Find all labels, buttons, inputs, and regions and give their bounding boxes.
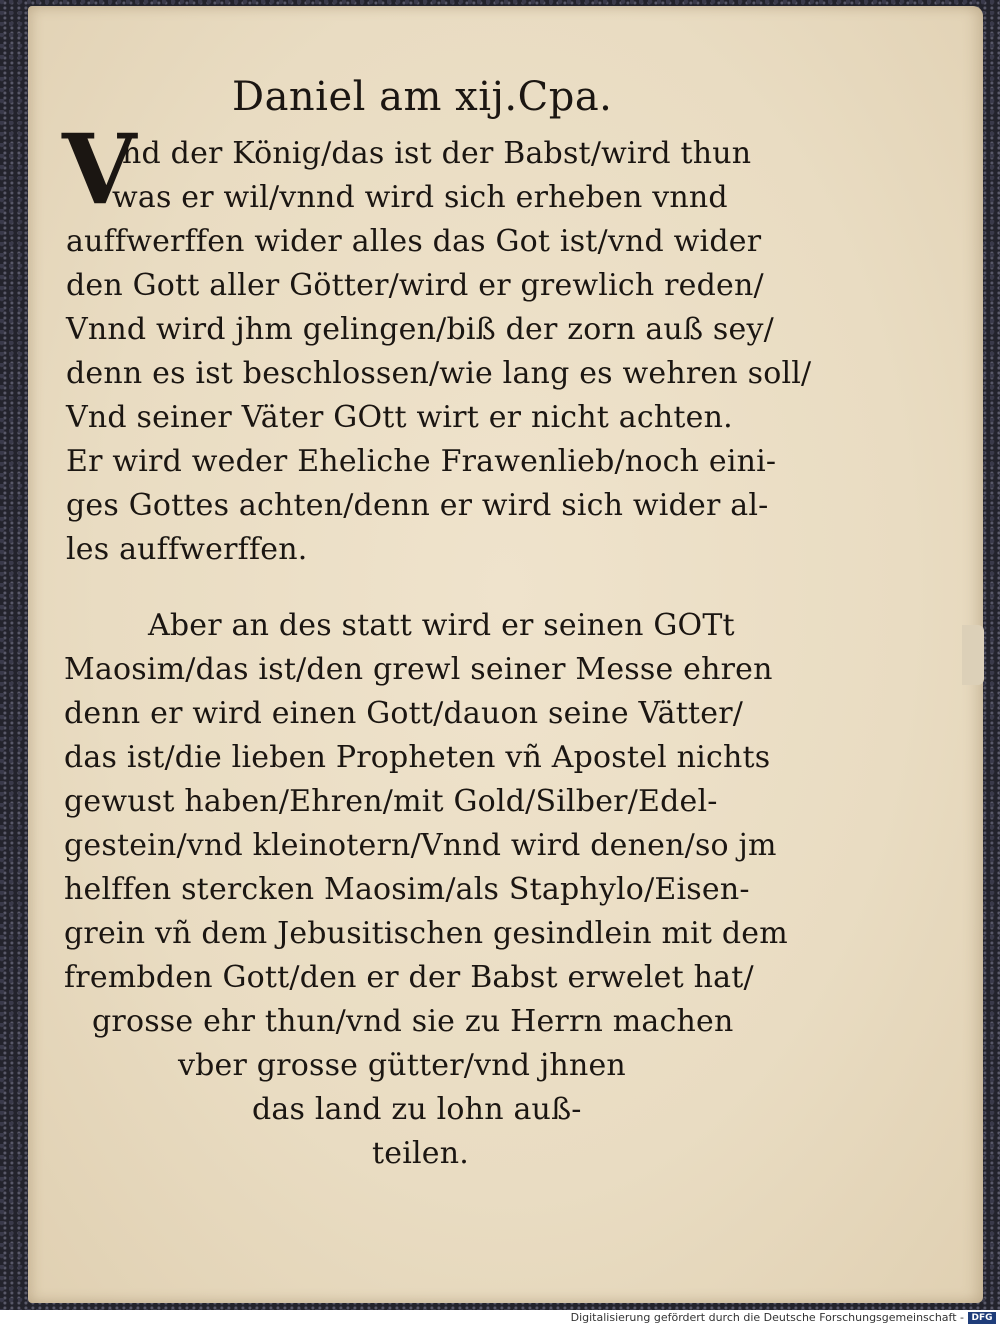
text-line: gewust haben/Ehren/mit Gold/Silber/Edel-: [64, 784, 718, 819]
text-line: Vnd seiner Väter GOtt wirt er nicht achten.: [66, 400, 733, 435]
text-line: ges Gottes achten/denn er wird sich wider al-: [66, 488, 769, 523]
text-line: das ist/die lieben Propheten vñ Apostel nichts: [64, 740, 771, 775]
footer-bar: [0, 1310, 1000, 1326]
dfg-logo: DFG: [968, 1312, 996, 1324]
text-line: das land zu lohn auß-: [252, 1092, 582, 1127]
text-line: teilen.: [372, 1136, 470, 1171]
text-line: grosse ehr thun/vnd sie zu Herrn machen: [92, 1004, 734, 1039]
text-line: vber grosse gütter/vnd jhnen: [178, 1048, 626, 1083]
text-line: Er wird weder Eheliche Frawenlieb/noch eini-: [66, 444, 777, 479]
text-line: Aber an des statt wird er seinen GOTt: [148, 608, 735, 643]
page-edge-tab: [962, 625, 984, 685]
text-line: nd der König/das ist der Babst/wird thun: [122, 136, 752, 171]
text-line: frembden Gott/den er der Babst erwelet hat/: [64, 960, 754, 995]
text-line: was er wil/vnnd wird sich erheben vnnd: [112, 180, 728, 215]
text-line: den Gott aller Götter/wird er grewlich reden/: [66, 268, 764, 303]
text-line: les auffwerffen.: [66, 532, 308, 567]
text-line: helffen stercken Maosim/als Staphylo/Eisen-: [64, 872, 750, 907]
text-line: grein vñ dem Jebusitischen gesindlein mit dem: [64, 916, 788, 951]
funding-notice: Digitalisierung gefördert durch die Deutsche Forschungsgemeinschaft -: [570, 1311, 964, 1324]
text-line: Maosim/das ist/den grewl seiner Messe ehren: [64, 652, 773, 687]
text-line: gestein/vnd kleinotern/Vnnd wird denen/so jm: [64, 828, 777, 863]
page-title: Daniel am xij.Cpa.: [232, 74, 613, 120]
text-line: denn er wird einen Gott/dauon seine Vätter/: [64, 696, 744, 731]
text-line: Vnnd wird jhm gelingen/biß der zorn auß sey/: [66, 312, 774, 347]
drop-cap: V: [62, 113, 137, 226]
text-line: denn es ist beschlossen/wie lang es wehren soll/: [66, 356, 812, 391]
text-line: auffwerffen wider alles das Got ist/vnd wider: [66, 224, 762, 259]
